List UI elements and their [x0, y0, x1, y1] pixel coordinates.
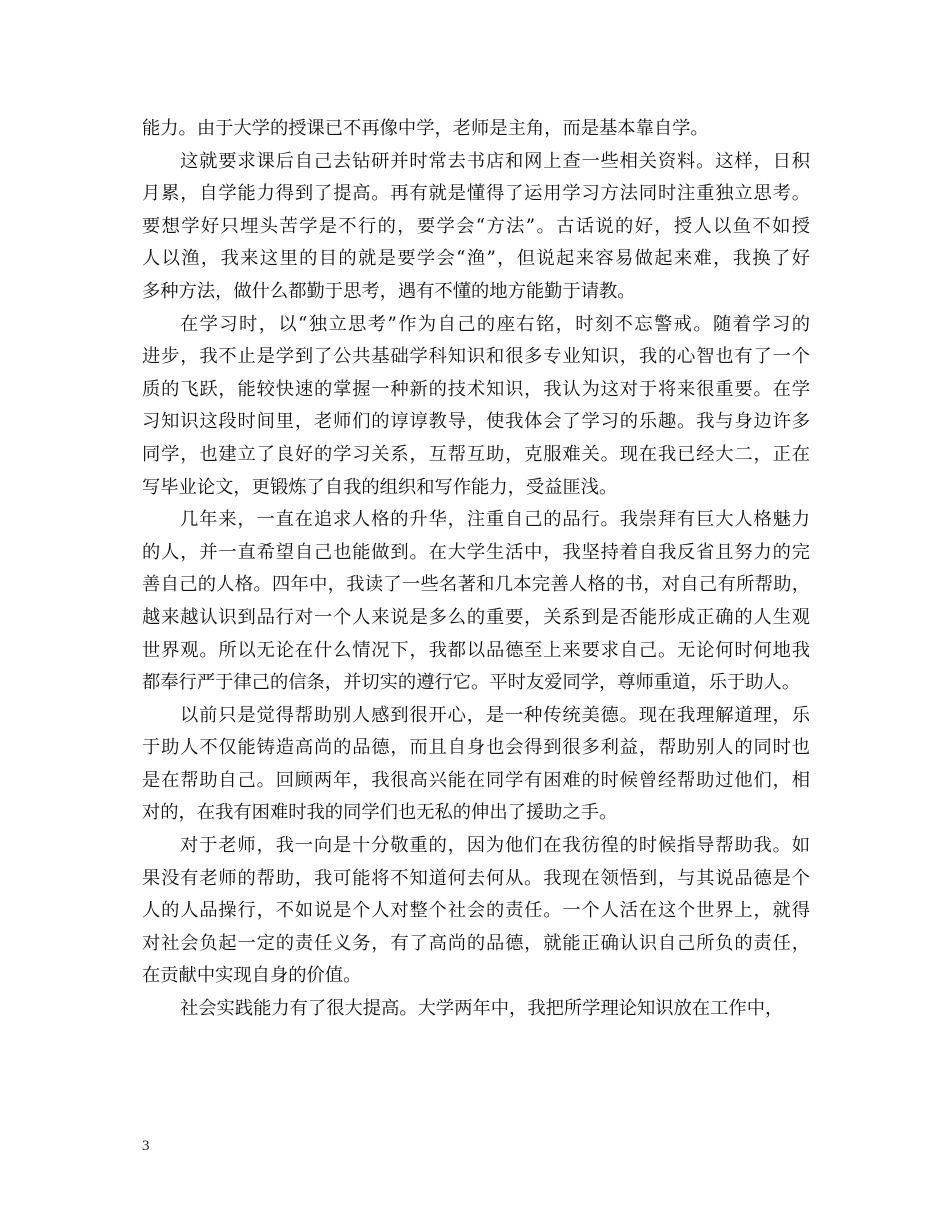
text-line: 对的，在我有困难时我的同学们也无私的伸出了援助之手。	[142, 802, 618, 824]
text-line: 这就要求课后自己去钻研并时常去书店和网上查一些相关资料。这样，日积	[180, 150, 810, 172]
text-line: 越来越认识到品行对一个人来说是多么的重要，关系到是否能形成正确的人生观	[142, 606, 810, 628]
text-line: 写毕业论文，更锻炼了自我的组织和写作能力，受益匪浅。	[142, 476, 618, 498]
text-line: 能力。由于大学的授课已不再像中学，老师是主角，而是基本靠自学。	[142, 118, 709, 139]
page-number: 3	[142, 1138, 150, 1154]
text-line: 进步，我不止是学到了公共基础学科知识和很多专业知识，我的心智也有了一个	[142, 346, 810, 368]
text-line: 的人，并一直希望自己也能做到。在大学生活中，我坚持着自我反省且努力的完	[142, 541, 810, 563]
text-line: 社会实践能力有了很大提高。大学两年中，我把所学理论知识放在工作中，	[180, 998, 784, 1020]
text-line: 善自己的人格。四年中，我读了一些名著和几本完善人格的书，对自己有所帮助，	[142, 574, 810, 596]
text-line: 是在帮助自己。回顾两年，我很高兴能在同学有困难的时候曾经帮助过他们，相	[142, 769, 810, 791]
text-line: 月累，自学能力得到了提高。再有就是懂得了运用学习方法同时注重独立思考。	[142, 183, 810, 205]
text-line: 习知识这段时间里，老师们的谆谆教导，使我体会了学习的乐趣。我与身边许多	[142, 411, 810, 433]
text-line: 世界观。所以无论在什么情况下，我都以品德至上来要求自己。无论何时何地我	[142, 639, 810, 661]
text-line: 同学，也建立了良好的学习关系，互帮互助，克服难关。现在我已经大二，正在	[142, 443, 810, 465]
text-line: 人以渔，我来这里的目的就是要学会“渔”，但说起来容易做起来难，我换了好	[142, 248, 810, 270]
text-line: 于助人不仅能铸造高尚的品德，而且自身也会得到很多利益，帮助别人的同时也	[142, 737, 810, 759]
text-line: 以前只是觉得帮助别人感到很开心，是一种传统美德。现在我理解道理，乐	[180, 704, 810, 726]
text-line: 质的飞跃，能较快速的掌握一种新的技术知识，我认为这对于将来很重要。在学	[142, 378, 810, 400]
body-text	[142, 113, 810, 1026]
text-line: 几年来，一直在追求人格的升华，注重自己的品行。我崇拜有巨大人格魅力	[180, 509, 810, 531]
text-line: 都奉行严于律己的信条，并切实的遵行它。平时友爱同学，尊师重道，乐于助人。	[142, 672, 801, 694]
text-line: 多种方法，做什么都勤于思考，遇有不懂的地方能勤于请教。	[142, 280, 636, 302]
text-line: 在学习时，以“独立思考”作为自己的座右铭，时刻不忘警戒。随着学习的	[180, 313, 810, 335]
text-line: 对社会负起一定的责任义务，有了高尚的品德，就能正确认识自己所负的责任，	[142, 932, 810, 954]
text-line: 人的人品操行，不如说是个人对整个社会的责任。一个人活在这个世界上，就得	[142, 900, 810, 922]
text-line: 要想学好只埋头苦学是不行的，要学会“方法”。古话说的好，授人以鱼不如授	[142, 215, 810, 237]
text-line: 在贡献中实现自身的价值。	[142, 965, 362, 987]
text-line: 果没有老师的帮助，我可能将不知道何去何从。我现在领悟到，与其说品德是个	[142, 867, 810, 889]
text-line: 对于老师，我一向是十分敬重的，因为他们在我彷徨的时候指导帮助我。如	[180, 835, 810, 857]
